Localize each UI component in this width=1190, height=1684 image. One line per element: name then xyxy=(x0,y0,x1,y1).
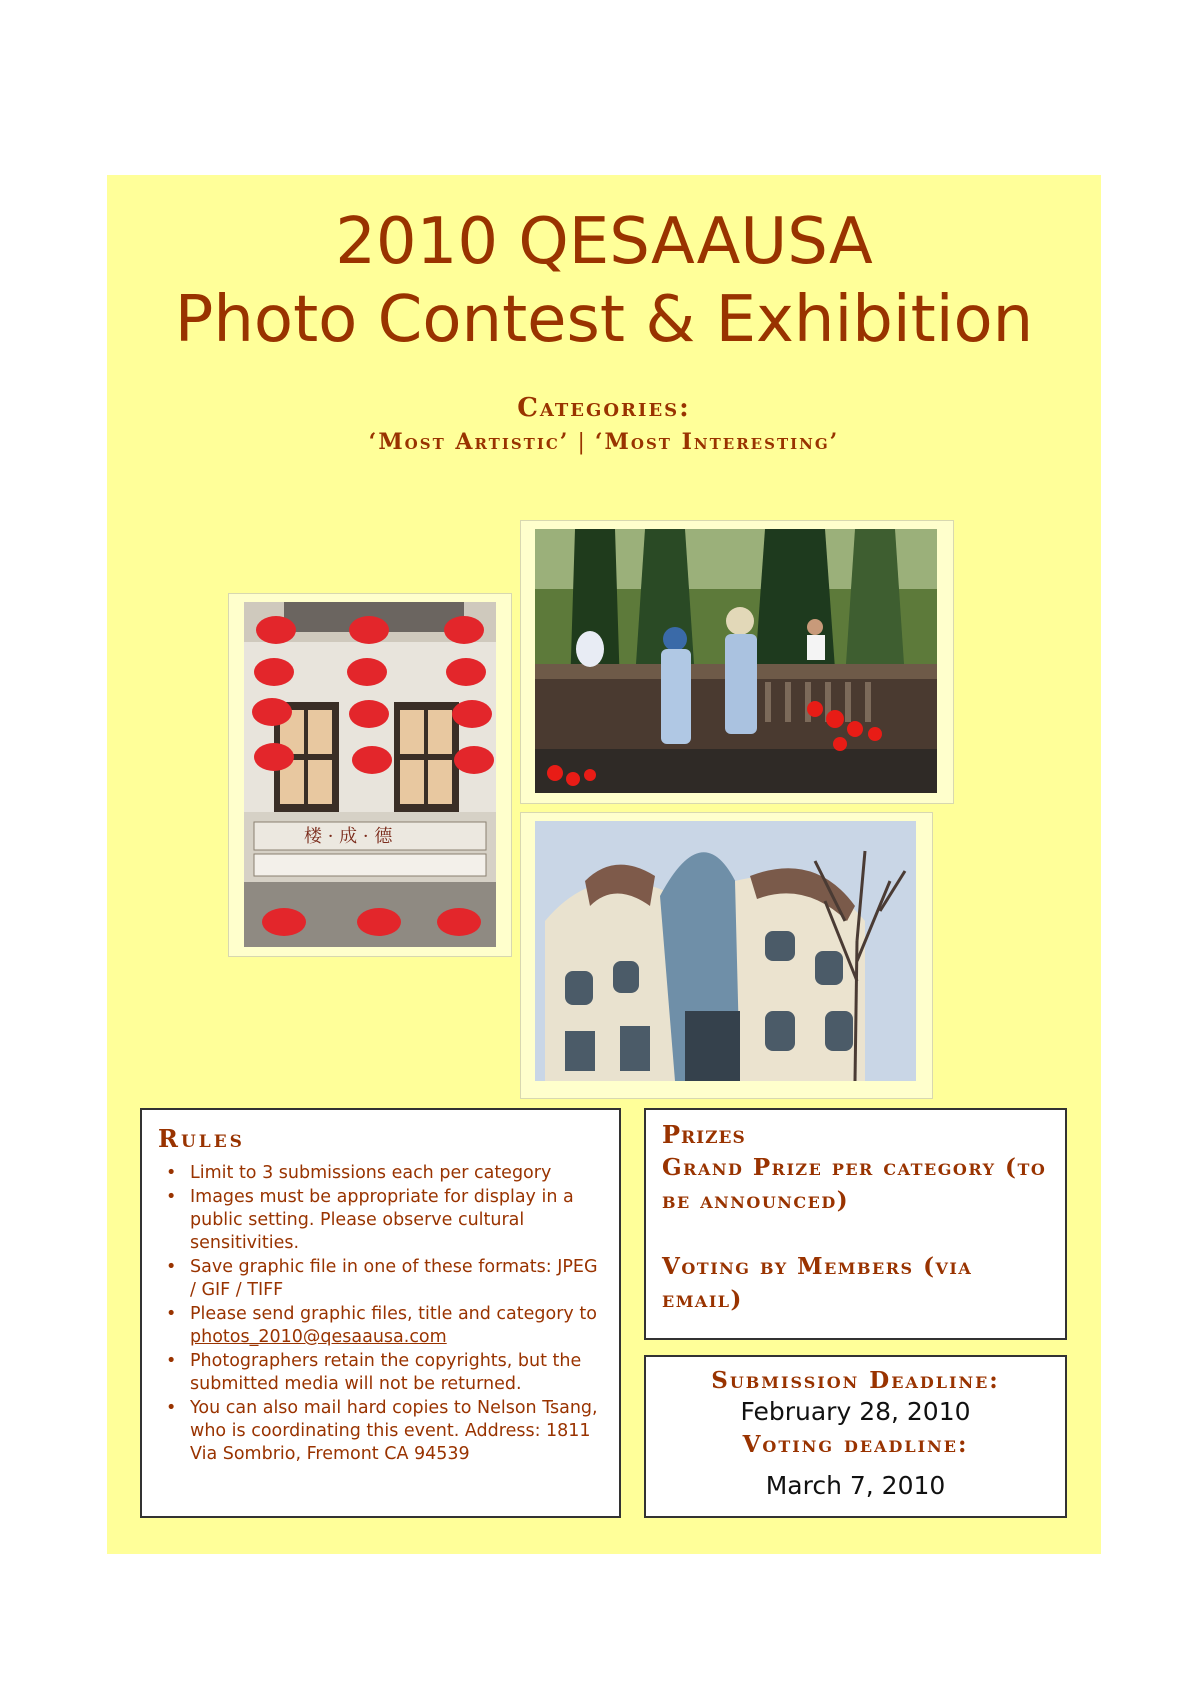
rule-text: Save graphic file in one of these formats: JPEG / GIF / TIFF xyxy=(190,1257,598,1300)
voting-text: Voting by Members (via email) xyxy=(662,1253,973,1313)
deadline-box xyxy=(644,1355,1067,1518)
grand-prize-text: Grand Prize per category (to be announced) xyxy=(662,1154,1047,1214)
rule-text: Please send graphic files, title and category to xyxy=(190,1304,597,1324)
rules-heading: Rules xyxy=(158,1124,245,1153)
rule-item xyxy=(162,1256,602,1302)
submission-deadline-date: February 28, 2010 xyxy=(740,1397,971,1426)
categories-list xyxy=(107,429,1101,455)
category-most-artistic: ‘Most Artistic’ xyxy=(368,429,570,455)
poster xyxy=(107,175,1101,1554)
rules-list xyxy=(162,1162,602,1467)
categories-heading: Categories: xyxy=(517,393,691,423)
voting-deadline-label: Voting deadline: xyxy=(742,1431,969,1458)
rule-item xyxy=(162,1162,602,1185)
prizes-heading: Prizes xyxy=(662,1120,746,1149)
lanterns-image xyxy=(244,602,496,947)
category-separator: | xyxy=(577,430,587,455)
email-link[interactable]: photos_2010@qesaausa.com xyxy=(190,1327,447,1347)
rule-text: Photographers retain the copyrights, but the submitted media will not be returned. xyxy=(190,1351,582,1394)
rule-text: You can also mail hard copies to Nelson Tsang, who is coordinating this event. Address: 1811 Via Sombrio, Fremont CA 94539 xyxy=(190,1398,598,1464)
rule-text: Images must be appropriate for display in a public setting. Please observe cultural sensitivities. xyxy=(190,1187,574,1253)
voting-deadline-date: March 7, 2010 xyxy=(765,1471,946,1500)
rule-text: Limit to 3 submissions each per category xyxy=(190,1163,552,1183)
rules-box xyxy=(140,1108,621,1518)
title-line-2: Photo Contest & Exhibition xyxy=(174,283,1034,357)
submission-deadline-label: Submission Deadline: xyxy=(711,1367,1000,1394)
photo-garden xyxy=(520,520,954,804)
photo-crooked-house xyxy=(520,812,933,1099)
rule-item xyxy=(162,1397,602,1466)
rule-item xyxy=(162,1186,602,1255)
photo-lanterns xyxy=(228,593,512,957)
svg-text:楼 · 成 · 德: 楼 · 成 · 德 xyxy=(304,826,393,847)
prizes-box xyxy=(644,1108,1067,1340)
crooked-house-image xyxy=(535,821,916,1081)
garden-image xyxy=(535,529,937,793)
category-most-interesting: ‘Most Interesting’ xyxy=(594,429,840,455)
rule-item xyxy=(162,1303,602,1349)
title-line-1: 2010 QESAAUSA xyxy=(335,205,873,279)
rule-item xyxy=(162,1350,602,1396)
